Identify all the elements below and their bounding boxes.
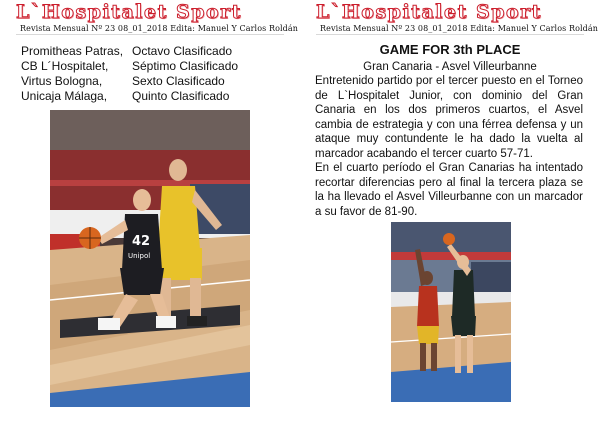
- team-name: Virtus Bologna,: [21, 74, 103, 88]
- masthead-title: L`Hospitalet Sport: [316, 1, 542, 23]
- article-body: [315, 74, 583, 219]
- masthead-title: L`Hospitalet Sport: [16, 1, 242, 23]
- issue-line: Revista Mensual Nº 23 08_01_2018 Edita: Manuel Y Carlos Roldán: [20, 24, 299, 33]
- article-subtitle: Gran Canaria - Asvel Villeurbanne: [363, 61, 537, 73]
- game-photo-left: [50, 110, 250, 407]
- jersey-number: 42: [132, 234, 151, 249]
- game-photo-right: [391, 222, 511, 402]
- team-name: Promitheas Patras,: [21, 44, 124, 58]
- team-name: Unicaja Málaga,: [21, 89, 108, 103]
- standings-row: [21, 59, 238, 74]
- team-name: CB L´Hospitalet,: [21, 59, 109, 73]
- standings-row: [21, 89, 238, 104]
- header-rule: [16, 34, 284, 35]
- standings-list: [21, 44, 238, 104]
- standings-row: [21, 74, 238, 89]
- standings-row: [21, 44, 238, 59]
- team-place: Séptimo Clasificado: [132, 59, 239, 73]
- jersey-text: Unipol: [128, 252, 151, 260]
- team-place: Sexto Clasificado: [132, 74, 225, 88]
- team-place: Octavo Clasificado: [132, 44, 233, 58]
- article-paragraph: Entretenido partido por el tercer puesto en el Torneo de L`Hospitalet Junior, con dominio del Gran Canaria en los dos primeros cuartos, el Asvel cambia de estrategia y con una férrea defensa y un ataque muy contundente le ha dado la vuelta al marcador acabando el tercer cuarto 57-71.: [315, 75, 583, 160]
- article-paragraph: En el cuarto período el Gran Canarias ha intentado recortar diferencias pero al final la tercera plaza se la ha llevado el Asvel Villeurbanne con un marcador a su favor de 81-90.: [315, 162, 583, 218]
- header-rule: [316, 34, 584, 35]
- team-place: Quinto Clasificado: [132, 89, 230, 103]
- article-title: GAME FOR 3th PLACE: [379, 42, 521, 57]
- issue-line: Revista Mensual Nº 23 08_01_2018 Edita: Manuel Y Carlos Roldán: [320, 24, 599, 33]
- right-page: [300, 0, 600, 424]
